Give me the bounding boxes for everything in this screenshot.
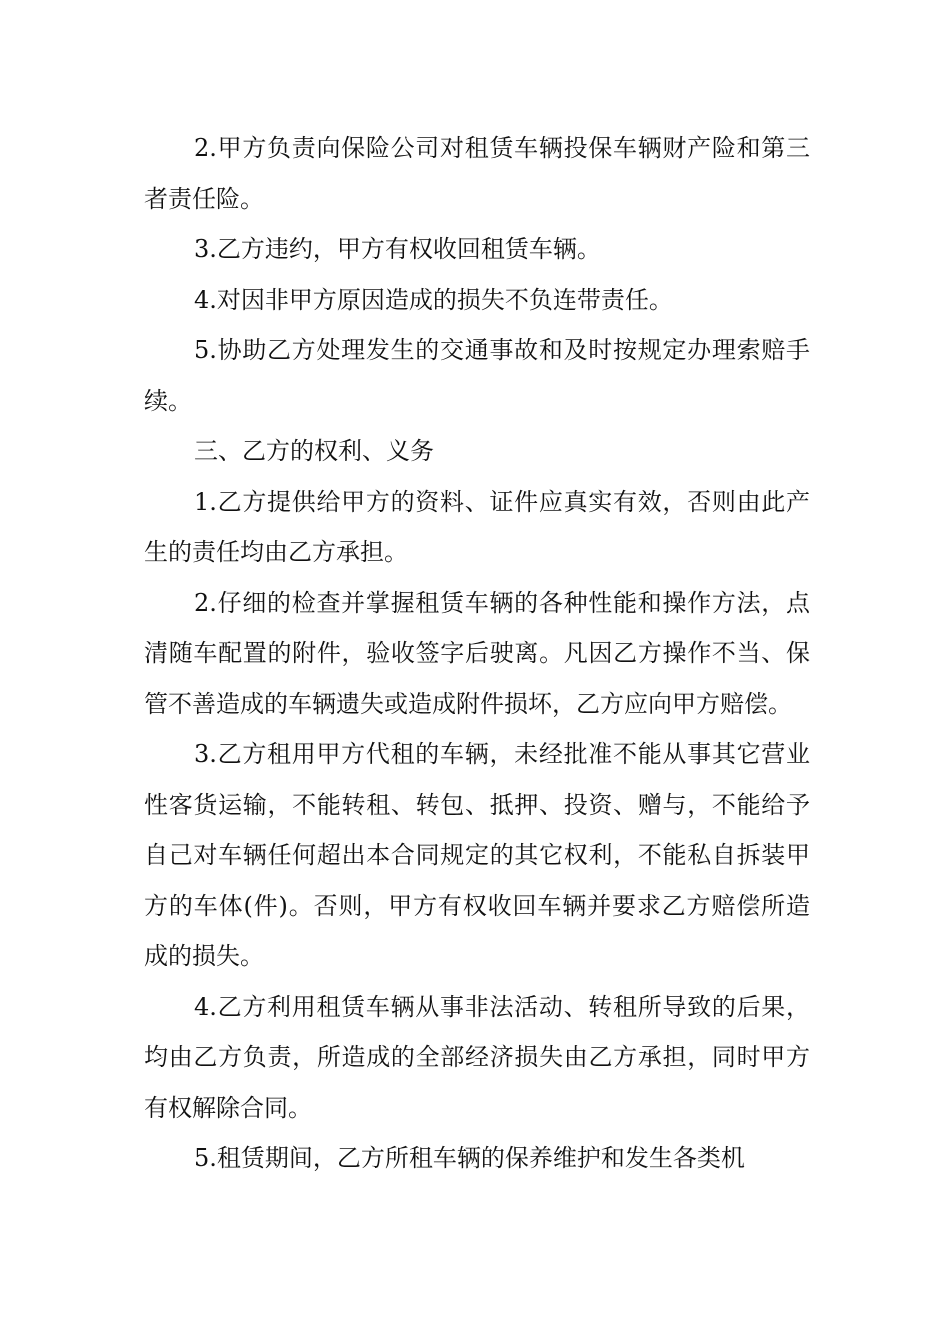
section-heading-party-b-rights: 三、乙方的权利、义务 (194, 437, 434, 465)
document-body (144, 123, 810, 1184)
paragraph-usage-restrictions: 3.乙方租用甲方代租的车辆，未经批准不能从事其它营业性客货运输，不能转租、转包、抵押、投资、赠与，不能给予自己对车辆任何超出本合同规定的其它权利，不能私自拆装甲方的车体(件)。否则，甲方有权收回车辆并要求乙方赔偿所造成的损失。 (144, 740, 810, 970)
paragraph-maintenance: 5.租赁期间，乙方所租车辆的保养维护和发生各类机 (194, 1144, 745, 1172)
paragraph-party-b-documents: 1.乙方提供给甲方的资料、证件应真实有效，否则由此产生的责任均由乙方承担。 (144, 487, 810, 566)
paragraph-party-a-insurance: 2.甲方负责向保险公司对租赁车辆投保车辆财产险和第三者责任险。 (144, 134, 810, 213)
paragraph-party-b-breach: 3.乙方违约，甲方有权收回租赁车辆。 (194, 235, 601, 263)
paragraph-no-joint-liability: 4.对因非甲方原因造成的损失不负连带责任。 (194, 285, 673, 314)
paragraph-illegal-activities: 4.乙方利用租赁车辆从事非法活动、转租所导致的后果，均由乙方负责，所造成的全部经济损失由乙方承担，同时甲方有权解除合同。 (144, 992, 810, 1122)
paragraph-vehicle-inspection: 2.仔细的检查并掌握租赁车辆的各种性能和操作方法，点清随车配置的附件，验收签字后驶离。凡因乙方操作不当、保管不善造成的车辆遗失或造成附件损坏，乙方应向甲方赔偿。 (144, 588, 810, 718)
paragraph-assist-accident: 5.协助乙方处理发生的交通事故和及时按规定办理索赔手续。 (144, 336, 810, 415)
